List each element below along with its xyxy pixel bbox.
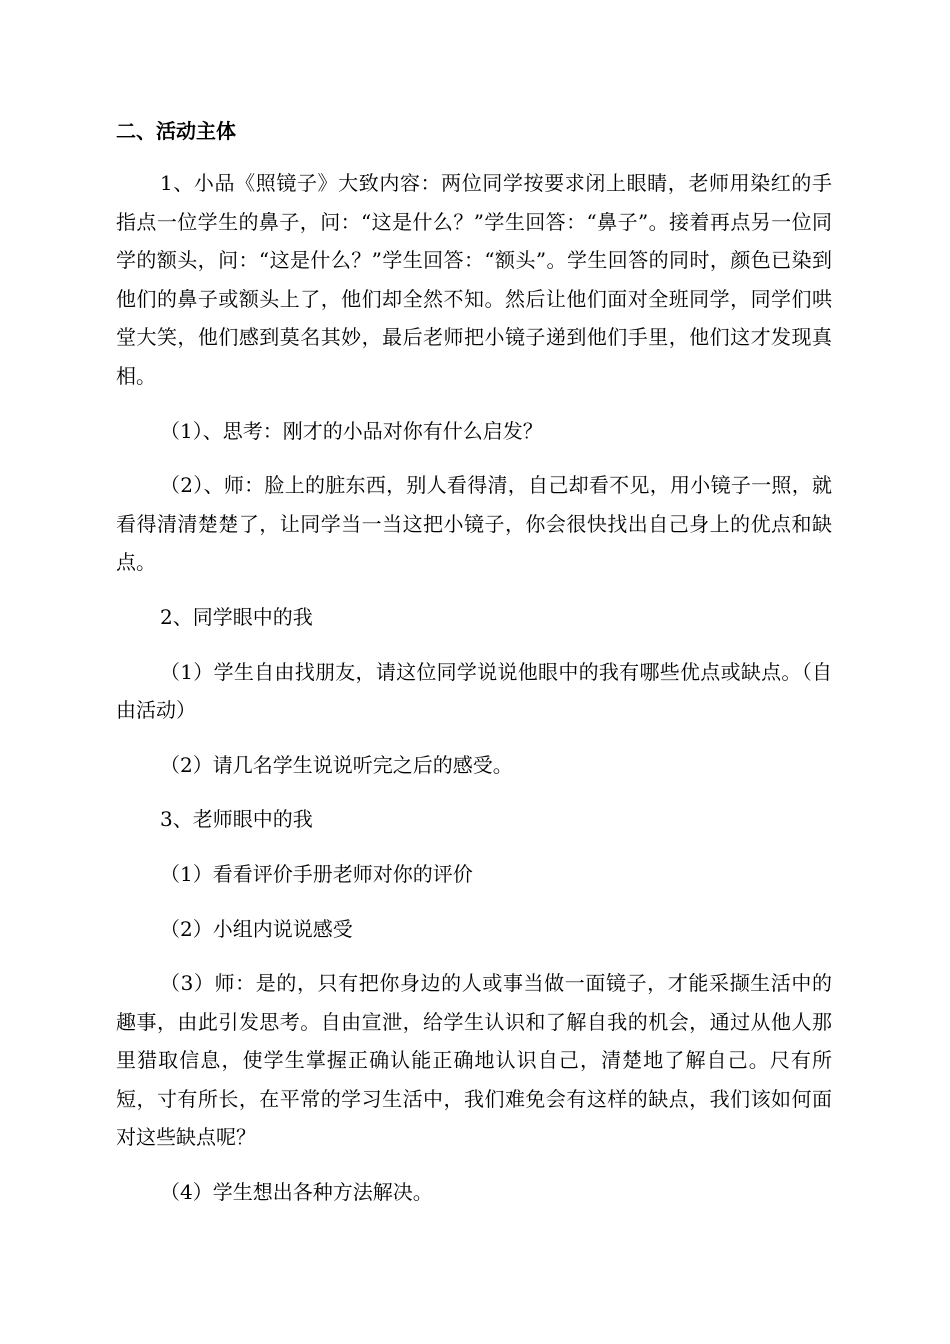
paragraph-teacher-reflection: （3）师：是的，只有把你身边的人或事当做一面镜子，才能采撷生活中的趣事，由此引发思考。自由宣泄，给学生认识和了解自我的机会，通过从他人那里猎取信息，使学生掌握正确认能正确地认识自己，清楚地了解自己。尺有所短，寸有所长，在平常的学习生活中，我们难免会有这样的缺点，我们该如何面对这些缺点呢？: [116, 971, 832, 1150]
paragraph-share-feelings: （2）请几名学生说说听完之后的感受。: [160, 752, 513, 777]
paragraph-solutions: （4）学生想出各种方法解决。: [160, 1180, 433, 1205]
paragraph-teacher-mirror: （2）、师：脸上的脏东西，别人看得清，自己却看不见，用小镜子一照，就看得清清楚楚了，让同学当一当这把小镜子，你会很快找出自己身上的优点和缺点。: [116, 473, 832, 575]
paragraph-classmates-view-title: 2、同学眼中的我: [160, 604, 313, 629]
paragraph-teacher-view-title: 3、老师眼中的我: [160, 807, 313, 832]
paragraph-think-question: （1）、思考：刚才的小品对你有什么启发？: [160, 418, 543, 443]
paragraph-find-friends: （1）学生自由找朋友，请这位同学说说他眼中的我有哪些优点或缺点。（自由活动）: [116, 659, 832, 723]
section-heading: 二、活动主体: [116, 119, 236, 143]
paragraph-evaluation-handbook: （1）看看评价手册老师对你的评价: [160, 861, 473, 886]
paragraph-group-discussion: （2）小组内说说感受: [160, 916, 353, 941]
paragraph-skit-summary: 1、小品《照镜子》大致内容：两位同学按要求闭上眼睛，老师用染红的手指点一位学生的鼻子，问：“这是什么？”学生回答：“鼻子”。接着再点另一位同学的额头，问：“这是什么？”学生回答：“额头”。学生回答的同时，颜色已染到他们的鼻子或额头上了，他们却全然不知。然后让他们面对全班同学，同学们哄堂大笑，他们感到莫名其妙，最后老师把小镜子递到他们手里，他们这才发现真相。: [116, 171, 832, 388]
document-page: [116, 112, 832, 1228]
